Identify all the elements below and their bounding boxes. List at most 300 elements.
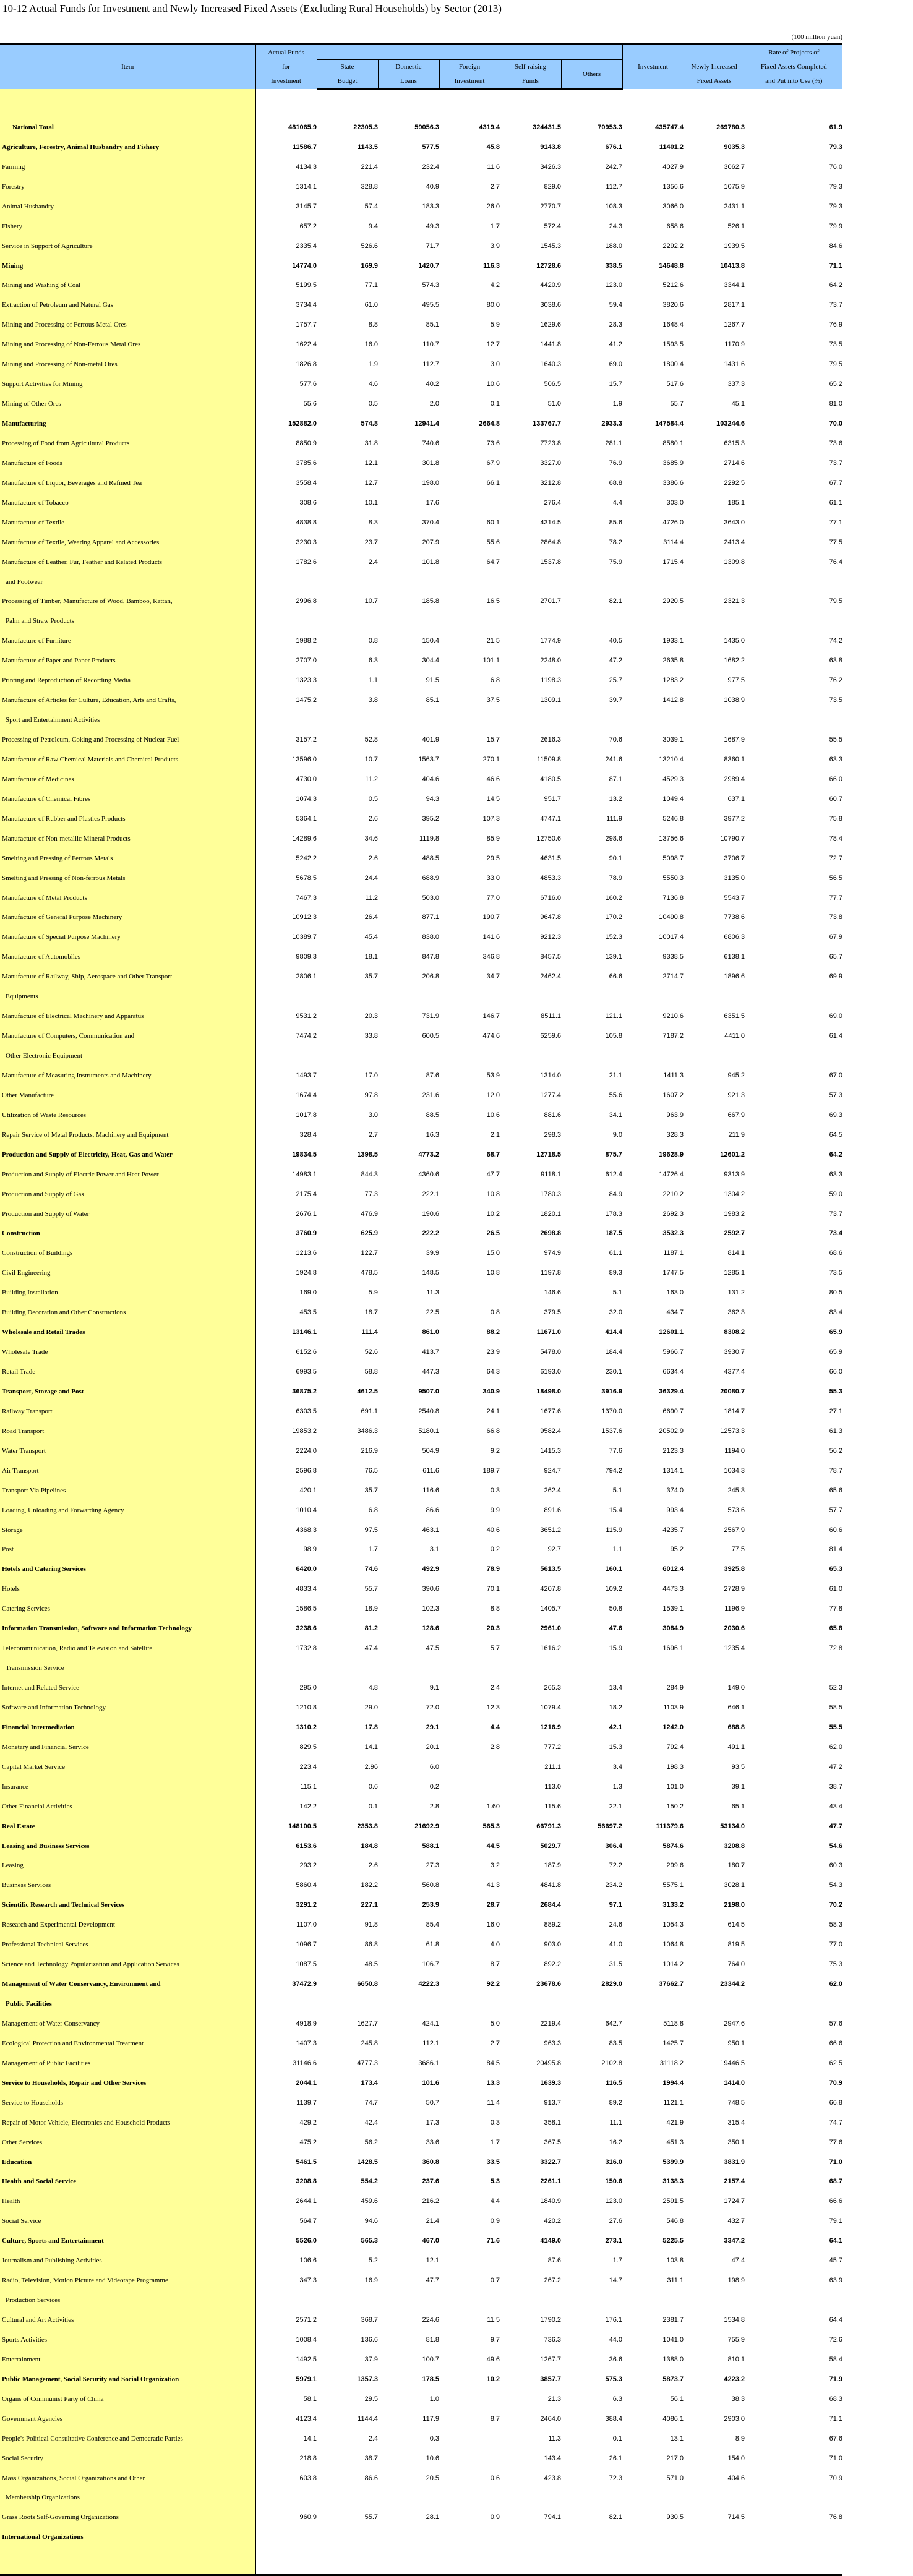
value-cell: 116.3 [483, 262, 500, 270]
value-cell: 1.3 [612, 1782, 623, 1791]
value-cell: 1187.1 [663, 1249, 684, 1257]
value-cell: 14726.4 [659, 1170, 684, 1178]
row-label: Entertainment [0, 2350, 255, 2369]
value-cell: 4.8 [368, 1684, 378, 1692]
value-cell: 5873.7 [662, 2375, 684, 2383]
value-cell: 3.8 [368, 696, 378, 704]
row-label: Manufacture of Tobacco [0, 493, 255, 513]
value-cell: 85.9 [486, 834, 500, 842]
value-cell: 178.3 [605, 1210, 623, 1218]
value-cell: 4360.6 [418, 1170, 439, 1178]
value-cell: 453.5 [299, 1309, 317, 1317]
table-row-continuation [0, 986, 842, 1006]
value-cell: 71.6 [486, 2237, 500, 2245]
value-cell: 838.0 [422, 933, 439, 941]
value-cell: 160.1 [605, 1565, 623, 1573]
value-cell: 231.6 [422, 1091, 439, 1099]
value-cell: 33.5 [486, 2158, 500, 2166]
table-row [0, 2172, 842, 2192]
value-cell: 64.1 [829, 2237, 843, 2245]
header-foreign-investment [439, 60, 500, 90]
value-cell: 10.6 [486, 1111, 500, 1119]
value-cell: 829.0 [544, 182, 561, 190]
value-cell: 1814.7 [724, 1407, 745, 1415]
value-cell: 267.2 [544, 2277, 561, 2285]
value-cell: 24.1 [486, 1407, 500, 1415]
value-cell: 4841.8 [540, 1881, 561, 1889]
value-cell: 875.7 [605, 1150, 623, 1158]
value-cell: 324431.5 [533, 123, 561, 131]
table-row [0, 2468, 842, 2488]
value-cell: 5.0 [490, 2019, 500, 2027]
value-cell: 3084.9 [662, 1625, 684, 1633]
value-cell: 64.2 [829, 1150, 843, 1158]
value-cell: 1534.8 [724, 2316, 745, 2324]
value-cell: 1415.3 [540, 1447, 561, 1455]
value-cell: 65.3 [829, 1565, 843, 1573]
table-row [0, 157, 842, 177]
value-cell [439, 2389, 500, 2409]
value-cell: 71.7 [426, 242, 439, 250]
value-cell: 23678.6 [536, 1980, 561, 1988]
value-cell: 2567.9 [724, 1526, 745, 1534]
row-label: Storage [0, 1520, 255, 1540]
value-cell: 67.9 [486, 459, 500, 467]
value-cell: 106.6 [299, 2257, 317, 2265]
value-cell: 87.1 [609, 775, 623, 783]
value-cell: 45.1 [731, 400, 745, 408]
value-cell: 265.3 [544, 1684, 561, 1692]
value-cell: 70953.3 [598, 123, 623, 131]
value-cell: 59056.3 [414, 123, 439, 131]
value-cell: 62.5 [829, 2059, 843, 2067]
header-rate-line1: Rate of Projects of [768, 49, 820, 56]
value-cell: 57.3 [829, 1091, 843, 1099]
value-cell: 150.6 [605, 2178, 623, 2186]
value-cell: 8360.1 [724, 755, 745, 763]
value-cell: 1143.5 [357, 143, 378, 151]
value-cell: 81.2 [364, 1625, 378, 1633]
value-cell: 4134.3 [296, 163, 317, 171]
row-label-continuation: and Footwear [0, 572, 255, 592]
value-cell: 55.3 [829, 1387, 843, 1395]
row-label: Processing of Petroleum, Coking and Processing of Nuclear Fuel [0, 730, 255, 750]
table-row [0, 2034, 842, 2053]
table-row [0, 1797, 842, 1816]
value-cell: 21692.9 [414, 1822, 439, 1830]
value-cell: 1144.4 [358, 2415, 378, 2423]
table-row [0, 256, 842, 276]
value-cell: 102.3 [422, 1605, 439, 1613]
value-cell: 4180.5 [540, 775, 561, 783]
value-cell: 66.1 [486, 479, 500, 487]
value-cell: 13210.4 [659, 755, 684, 763]
row-label: Manufacture of Liquor, Beverages and Refined Tea [0, 473, 255, 493]
value-cell: 79.5 [829, 597, 843, 605]
value-cell: 504.9 [422, 1447, 439, 1455]
value-cell: 87.6 [426, 1071, 439, 1079]
value-cell: 1314.1 [662, 1466, 684, 1474]
value-cell: 64.5 [829, 1131, 843, 1139]
value-cell: 10.1 [364, 499, 378, 507]
value-cell: 5966.7 [662, 1348, 684, 1356]
value-cell: 0.5 [368, 400, 378, 408]
value-cell: 404.6 [422, 775, 439, 783]
value-cell: 1640.3 [540, 361, 561, 369]
value-cell: 3238.6 [296, 1625, 317, 1633]
value-cell: 3386.6 [662, 479, 684, 487]
table-row [0, 1856, 842, 1876]
value-cell: 13756.6 [659, 834, 684, 842]
value-cell: 8850.9 [296, 439, 317, 447]
value-cell: 71.1 [829, 2415, 843, 2423]
value-cell: 72.6 [829, 2335, 843, 2343]
value-cell: 211.9 [728, 1131, 745, 1139]
value-cell: 4777.3 [357, 2059, 378, 2067]
value-cell: 216.9 [361, 1447, 378, 1455]
empty-cell [255, 1994, 842, 2014]
row-label: Capital Market Service [0, 1757, 255, 1777]
value-cell: 657.2 [299, 222, 317, 230]
table-row [0, 1243, 842, 1263]
row-label: Railway Transport [0, 1401, 255, 1421]
value-cell: 61.4 [829, 1032, 843, 1040]
value-cell: 5225.5 [662, 2237, 684, 2245]
value-cell: 65.9 [829, 1348, 843, 1356]
table-row [0, 1915, 842, 1935]
value-cell: 70.9 [829, 2079, 843, 2087]
value-cell: 53134.0 [720, 1822, 745, 1830]
row-label: Scientific Research and Technical Services [0, 1895, 255, 1915]
value-cell: 9.9 [490, 1506, 500, 1514]
value-cell: 10.2 [486, 2375, 500, 2383]
value-cell: 106.7 [422, 1961, 439, 1969]
value-cell: 2175.4 [296, 1190, 317, 1198]
table-row-continuation [0, 1046, 842, 1066]
value-cell: 328.3 [666, 1131, 684, 1139]
value-cell: 67.9 [829, 933, 843, 941]
value-cell: 56697.2 [598, 1822, 623, 1830]
row-label-continuation: Membership Organizations [0, 2488, 255, 2508]
value-cell: 121.1 [605, 1012, 623, 1021]
value-cell: 51.0 [547, 400, 561, 408]
value-cell: 432.7 [727, 2217, 745, 2225]
value-cell: 154.0 [727, 2454, 745, 2462]
value-cell: 495.5 [422, 301, 439, 309]
value-cell: 2864.8 [540, 538, 561, 546]
table-row [0, 1895, 842, 1915]
row-label: Mining and Washing of Coal [0, 276, 255, 296]
value-cell: 1674.4 [296, 1091, 317, 1099]
value-cell [684, 2527, 745, 2547]
value-cell: 0.8 [368, 637, 378, 645]
row-label: Transport Via Pipelines [0, 1481, 255, 1500]
value-cell: 74.2 [829, 637, 843, 645]
value-cell: 1412.8 [662, 696, 684, 704]
value-cell: 1420.7 [418, 262, 439, 270]
value-cell: 764.0 [727, 1961, 745, 1969]
table-row [0, 1263, 842, 1283]
value-cell: 142.2 [299, 1802, 317, 1810]
value-cell [439, 2429, 500, 2449]
value-cell: 3706.7 [724, 854, 745, 862]
value-cell: 2714.7 [662, 973, 684, 981]
value-cell: 14.1 [364, 1743, 378, 1751]
value-cell: 149.0 [727, 1684, 745, 1692]
value-cell: 163.0 [666, 1289, 684, 1297]
value-cell: 222.1 [422, 1190, 439, 1198]
row-label: Repair of Motor Vehicle, Electronics and Household Products [0, 2113, 255, 2133]
value-cell: 37.5 [486, 696, 500, 704]
value-cell: 2829.0 [601, 1980, 623, 1988]
value-cell: 777.2 [544, 1743, 561, 1751]
table-row [0, 1441, 842, 1461]
table-row [0, 1006, 842, 1026]
value-cell: 28.1 [426, 2514, 439, 2522]
value-cell: 2591.5 [662, 2197, 684, 2206]
value-cell: 77.0 [486, 894, 500, 902]
table-row [0, 809, 842, 829]
value-cell: 2947.6 [724, 2019, 745, 2027]
value-cell: 1586.5 [296, 1605, 317, 1613]
value-cell: 492.9 [422, 1565, 439, 1573]
value-cell: 6303.5 [296, 1407, 317, 1415]
value-cell: 103.8 [666, 2257, 684, 2265]
header-actual-funds-line1: Actual Funds [268, 49, 304, 56]
row-label: Farming [0, 157, 255, 177]
value-cell: 11509.8 [537, 755, 561, 763]
value-cell: 5613.5 [540, 1565, 561, 1573]
value-cell: 108.3 [605, 202, 623, 210]
value-cell: 63.3 [829, 755, 843, 763]
value-cell: 10912.3 [292, 914, 317, 922]
value-cell: 3651.2 [540, 1526, 561, 1534]
value-cell: 1008.4 [296, 2335, 317, 2343]
value-cell: 150.2 [666, 1802, 684, 1810]
row-label-continuation: Transmission Service [0, 1658, 255, 1678]
value-cell: 1014.2 [662, 1961, 684, 1969]
value-cell: 304.4 [422, 657, 439, 665]
table-row [0, 2270, 842, 2290]
row-label: Public Management, Social Security and Social Organization [0, 2369, 255, 2389]
value-cell: 340.9 [482, 1387, 500, 1395]
value-cell: 55.6 [303, 400, 317, 408]
value-cell: 8.8 [490, 1605, 500, 1613]
value-cell: 42.4 [364, 2118, 378, 2126]
value-cell: 79.5 [829, 361, 843, 369]
value-cell: 2692.3 [662, 1210, 684, 1218]
value-cell: 9210.6 [662, 1012, 684, 1021]
value-cell: 26.0 [486, 202, 500, 210]
value-cell: 12.1 [426, 2257, 439, 2265]
value-cell: 218.8 [299, 2454, 317, 2462]
value-cell: 48.5 [364, 1961, 378, 1969]
value-cell: 41.3 [486, 1881, 500, 1889]
value-cell [439, 2527, 500, 2547]
value-cell: 59.4 [609, 301, 623, 309]
value-cell: 577.6 [299, 380, 317, 388]
value-cell: 3028.1 [724, 1881, 745, 1889]
value-cell: 3135.0 [724, 874, 745, 882]
value-cell: 64.7 [486, 558, 500, 566]
value-cell: 1414.0 [724, 2079, 745, 2087]
value-cell: 3.0 [490, 361, 500, 369]
value-cell: 5242.2 [296, 854, 317, 862]
value-cell: 881.6 [544, 1111, 561, 1119]
row-label: Mining and Processing of Non-metal Ores [0, 354, 255, 374]
value-cell: 54.3 [829, 1881, 843, 1889]
value-cell: 76.5 [364, 1466, 378, 1474]
value-cell: 74.6 [364, 1565, 378, 1573]
value-cell: 0.9 [490, 2217, 500, 2225]
value-cell: 17.8 [364, 1723, 378, 1731]
value-cell: 1492.5 [296, 2355, 317, 2363]
value-cell: 1.0 [429, 2395, 439, 2403]
table-row [0, 2409, 842, 2429]
value-cell: 5860.4 [296, 1881, 317, 1889]
table-row [0, 592, 842, 612]
value-cell [561, 2527, 622, 2547]
row-label: Radio, Television, Motion Picture and Videotape Programme [0, 2270, 255, 2290]
value-cell: 293.2 [299, 1862, 317, 1870]
value-cell: 9118.1 [541, 1170, 561, 1178]
table-row [0, 335, 842, 354]
value-cell: 6351.5 [724, 1012, 745, 1021]
value-cell: 2933.3 [601, 420, 623, 428]
table-row [0, 1421, 842, 1441]
value-cell: 47.2 [609, 657, 623, 665]
value-cell: 1747.5 [662, 1269, 684, 1277]
value-cell: 429.2 [299, 2118, 317, 2126]
value-cell: 7738.6 [724, 914, 745, 922]
value-cell: 7723.8 [540, 439, 561, 447]
value-cell: 1983.2 [724, 1210, 745, 1218]
value-cell: 185.1 [727, 499, 745, 507]
row-label: National Total [0, 118, 255, 137]
value-cell: 82.1 [609, 2514, 623, 2522]
header-state-budget-line1: State [340, 63, 354, 71]
value-cell: 223.4 [299, 1763, 317, 1771]
empty-cell [255, 986, 842, 1006]
value-cell: 66.0 [829, 1368, 843, 1376]
value-cell: 8580.1 [662, 439, 684, 447]
value-cell: 1309.8 [724, 558, 745, 566]
value-cell: 184.4 [605, 1348, 623, 1356]
row-label: Animal Husbandry [0, 197, 255, 216]
header-state-budget-line2: Budget [337, 77, 358, 85]
value-cell: 76.2 [829, 677, 843, 685]
value-cell: 1198.3 [541, 677, 561, 685]
row-label: Agriculture, Forestry, Animal Husbandry and Fishery [0, 137, 255, 157]
value-cell: 47.7 [426, 2277, 439, 2285]
value-cell: 112.7 [422, 361, 439, 369]
row-label: Other Manufacture [0, 1085, 255, 1105]
item-cell [0, 2547, 255, 2575]
value-cell: 23344.2 [720, 1980, 745, 1988]
value-cell: 73.6 [486, 439, 500, 447]
value-cell: 1.9 [368, 361, 378, 369]
value-cell: 5199.5 [296, 281, 317, 289]
value-cell: 2920.5 [662, 597, 684, 605]
value-cell: 1304.2 [724, 1190, 745, 1198]
value-cell: 1622.4 [296, 341, 317, 349]
value-cell: 347.3 [299, 2277, 317, 2285]
value-cell: 2817.1 [724, 301, 745, 309]
value-cell: 924.7 [544, 1466, 561, 1474]
value-cell: 414.4 [605, 1329, 623, 1337]
value-cell: 1310.2 [296, 1723, 317, 1731]
value-cell: 2.7 [490, 2039, 500, 2047]
value-cell: 526.6 [361, 242, 378, 250]
value-cell: 1627.7 [357, 2019, 378, 2027]
value-cell: 1800.4 [662, 361, 684, 369]
value-cell: 10389.7 [292, 933, 317, 941]
value-cell: 1757.7 [296, 321, 317, 329]
value-cell: 2903.0 [724, 2415, 745, 2423]
row-label: Catering Services [0, 1599, 255, 1619]
value-cell: 2684.4 [540, 1901, 561, 1909]
row-label: Water Transport [0, 1441, 255, 1461]
header-investment: Investment [622, 45, 684, 90]
value-cell: 53.9 [486, 1071, 500, 1079]
value-cell: 367.5 [544, 2138, 561, 2146]
value-cell: 960.9 [299, 2514, 317, 2522]
value-cell: 736.3 [544, 2335, 561, 2343]
value-cell: 61.1 [609, 1249, 623, 1257]
row-label: Software and Information Technology [0, 1698, 255, 1718]
value-cell: 5.3 [490, 2178, 500, 2186]
value-cell: 237.6 [422, 2178, 439, 2186]
value-cell: 3.1 [429, 1546, 439, 1554]
value-cell: 37662.7 [659, 1980, 684, 1988]
value-cell: 572.4 [544, 222, 561, 230]
table-row [0, 2211, 842, 2231]
value-cell: 564.7 [299, 2217, 317, 2225]
value-cell: 2292.2 [662, 242, 684, 250]
value-cell: 1774.9 [540, 637, 561, 645]
value-cell: 13.4 [609, 1684, 623, 1692]
value-cell: 152.3 [605, 933, 623, 941]
value-cell: 81.0 [829, 400, 843, 408]
value-cell: 178.5 [422, 2375, 439, 2383]
value-cell: 488.5 [422, 854, 439, 862]
value-cell: 4207.8 [540, 1585, 561, 1593]
value-cell: 71.0 [829, 2454, 843, 2462]
table-row [0, 2152, 842, 2172]
table-row [0, 374, 842, 394]
row-label: Manufacture of Railway, Ship, Aerospace and Other Transport [0, 967, 255, 986]
value-cell: 64.4 [829, 2316, 843, 2324]
value-cell: 29.1 [426, 1723, 439, 1731]
value-cell: 13.2 [609, 795, 623, 803]
table-row [0, 1757, 842, 1777]
value-cell: 476.9 [361, 1210, 378, 1218]
table-row [0, 1145, 842, 1165]
value-cell: 55.5 [829, 736, 843, 744]
value-cell: 19446.5 [720, 2059, 745, 2067]
value-cell: 5118.8 [663, 2019, 684, 2027]
table-row [0, 947, 842, 967]
value-cell: 169.9 [361, 262, 378, 270]
table-row-continuation [0, 1658, 842, 1678]
value-cell: 5098.7 [662, 854, 684, 862]
row-label: Science and Technology Popularization and Application Services [0, 1954, 255, 1974]
value-cell: 1119.8 [419, 834, 439, 842]
value-cell: 1170.9 [724, 341, 745, 349]
value-cell: 77.6 [609, 1447, 623, 1455]
value-cell: 41.0 [609, 1941, 623, 1949]
value-cell: 463.1 [422, 1526, 439, 1534]
